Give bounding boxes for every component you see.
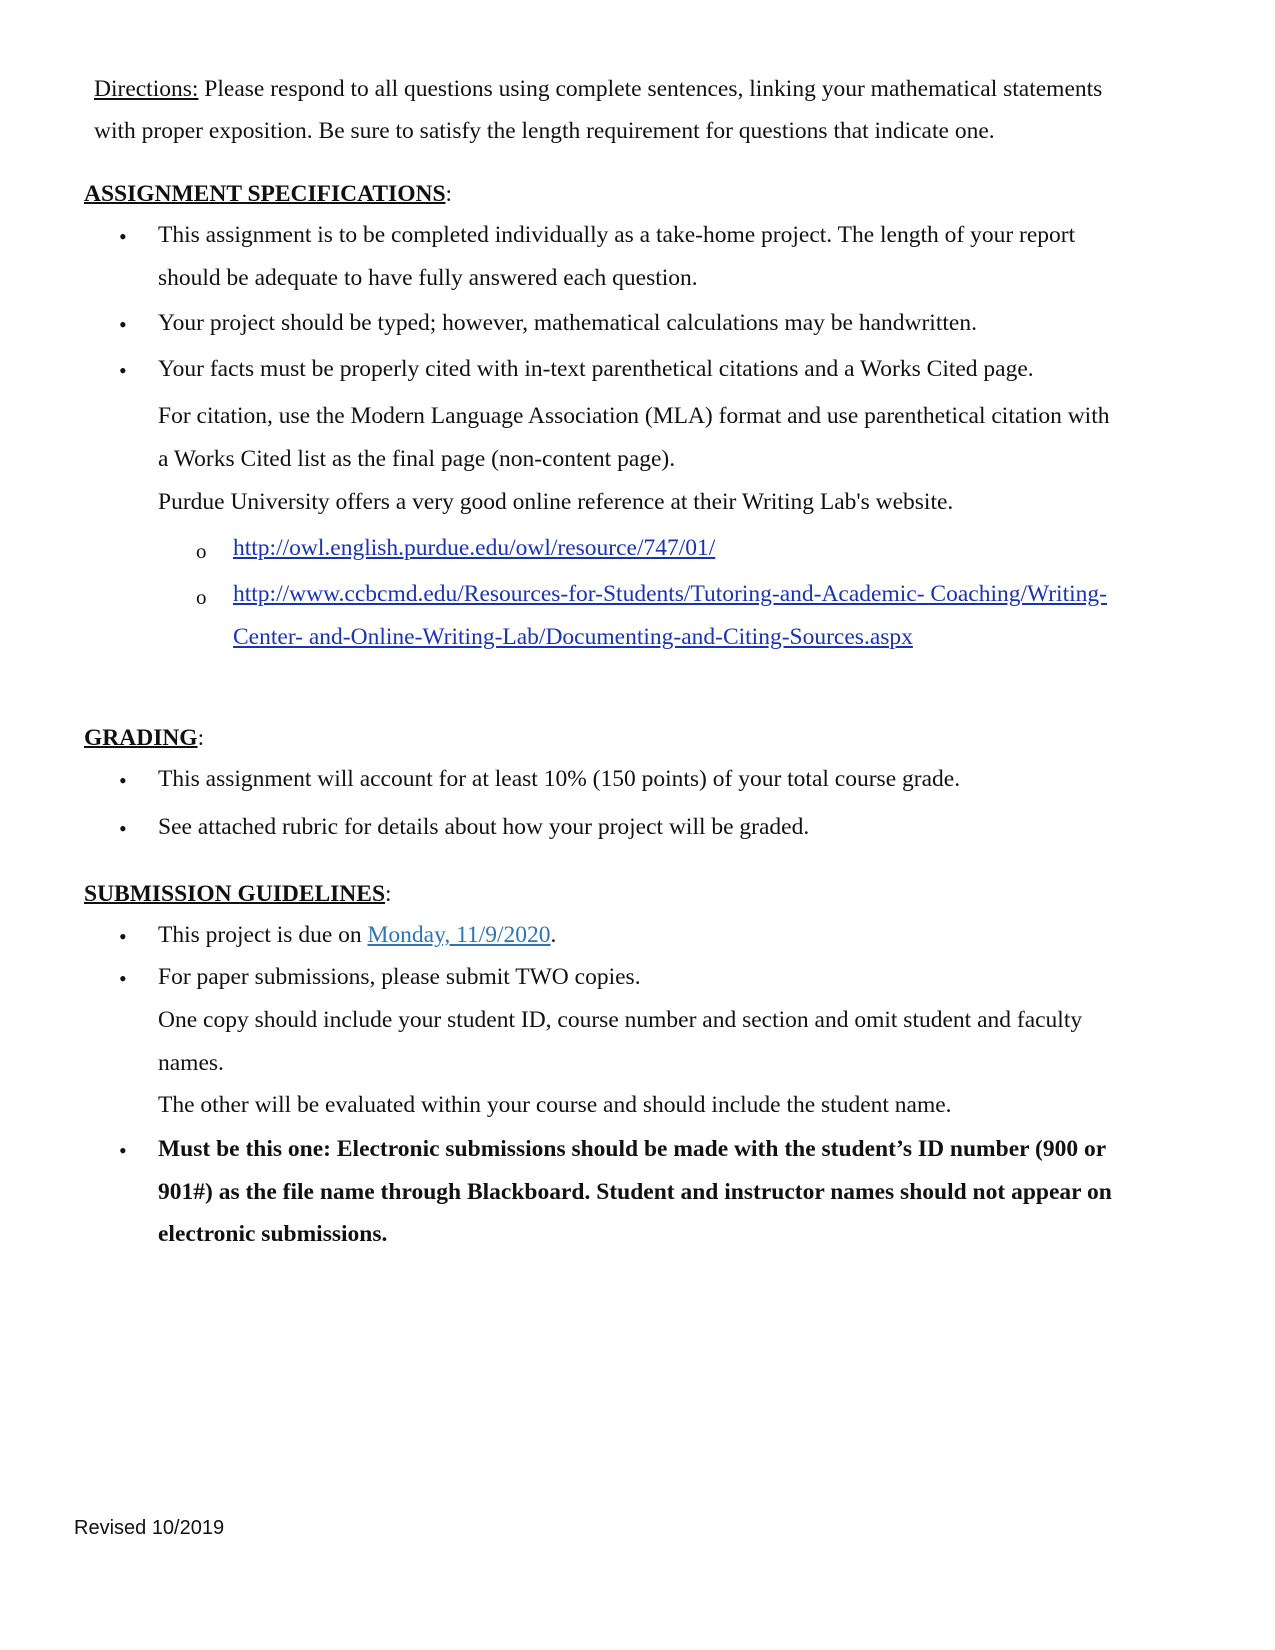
due-date-link[interactable]: Monday, 11/9/2020 (367, 922, 551, 948)
bullet-icon: • (119, 312, 127, 337)
specs-item-3: Your facts must be properly cited with in-text parenthetical citations and a Works Cited page. (158, 356, 1034, 382)
submission-item-3-line-3: electronic submissions. (158, 1221, 388, 1247)
directions-text-1: Please respond to all questions using complete sentences, linking your mathematical statements (204, 76, 1103, 102)
bullet-icon: • (119, 816, 127, 841)
directions-line-1 (94, 78, 1102, 102)
submission-item-3-line-1: Must be this one: Electronic submissions should be made with the student’s ID number (900 or (158, 1136, 1107, 1162)
grading-heading: GRADING: (84, 725, 205, 751)
bullet-icon: • (119, 358, 127, 383)
grading-item-1: This assignment will account for at least 10% (150 points) of your total course grade. (158, 766, 961, 792)
submission-heading: SUBMISSION GUIDELINES: (84, 881, 392, 907)
bullet-icon: • (119, 966, 127, 991)
directions-line-2: with proper exposition. Be sure to satisfy the length requirement for questions that indicate one. (94, 118, 995, 144)
bullet-icon: • (119, 1138, 127, 1163)
submission-para-1-line-2: names. (158, 1050, 224, 1076)
mla-purdue-link[interactable]: http://owl.english.purdue.edu/owl/resource/747/01/ (233, 535, 716, 561)
sub-bullet-icon: o (196, 539, 207, 563)
ccbc-citing-link-line-2[interactable]: Center- and-Online-Writing-Lab/Documenting-and-Citing-Sources.aspx (233, 624, 913, 650)
submission-para-2: The other will be evaluated within your course and should include the student name. (158, 1092, 952, 1118)
revision-footer: Revised 10/2019 (74, 1517, 225, 1539)
submission-para-1-line-1: One copy should include your student ID, course number and section and omit student and faculty (158, 1007, 1083, 1033)
sub-bullet-icon: o (196, 585, 207, 609)
specs-item-2: Your project should be typed; however, mathematical calculations may be handwritten. (158, 310, 977, 336)
specs-item-1-line-2: should be adequate to have fully answered each question. (158, 265, 698, 291)
bullet-icon: • (119, 768, 127, 793)
grading-item-2: See attached rubric for details about how your project will be graded. (158, 814, 810, 840)
assignment-specs-heading: ASSIGNMENT SPECIFICATIONS: (84, 181, 453, 207)
bullet-icon: • (119, 224, 127, 249)
bullet-icon: • (119, 924, 127, 949)
submission-item-2: For paper submissions, please submit TWO copies. (158, 964, 641, 990)
submission-item-1: This project is due on Monday, 11/9/2020. (158, 922, 557, 948)
specs-para-2: Purdue University offers a very good online reference at their Writing Lab's website. (158, 489, 954, 515)
submission-item-3-line-2: 901#) as the file name through Blackboard. Student and instructor names should not appear on (158, 1179, 1112, 1205)
specs-para-1-line-1: For citation, use the Modern Language Association (MLA) format and use parenthetical citation with (158, 403, 1110, 429)
ccbc-citing-link-line-1[interactable]: http://www.ccbcmd.edu/Resources-for-Students/Tutoring-and-Academic- Coaching/Writing- (233, 581, 1107, 607)
specs-para-1-line-2: a Works Cited list as the final page (non-content page). (158, 446, 676, 472)
specs-item-1-line-1: This assignment is to be completed individually as a take-home project. The length of your report (158, 222, 1076, 248)
directions-label: Directions: (94, 76, 199, 102)
